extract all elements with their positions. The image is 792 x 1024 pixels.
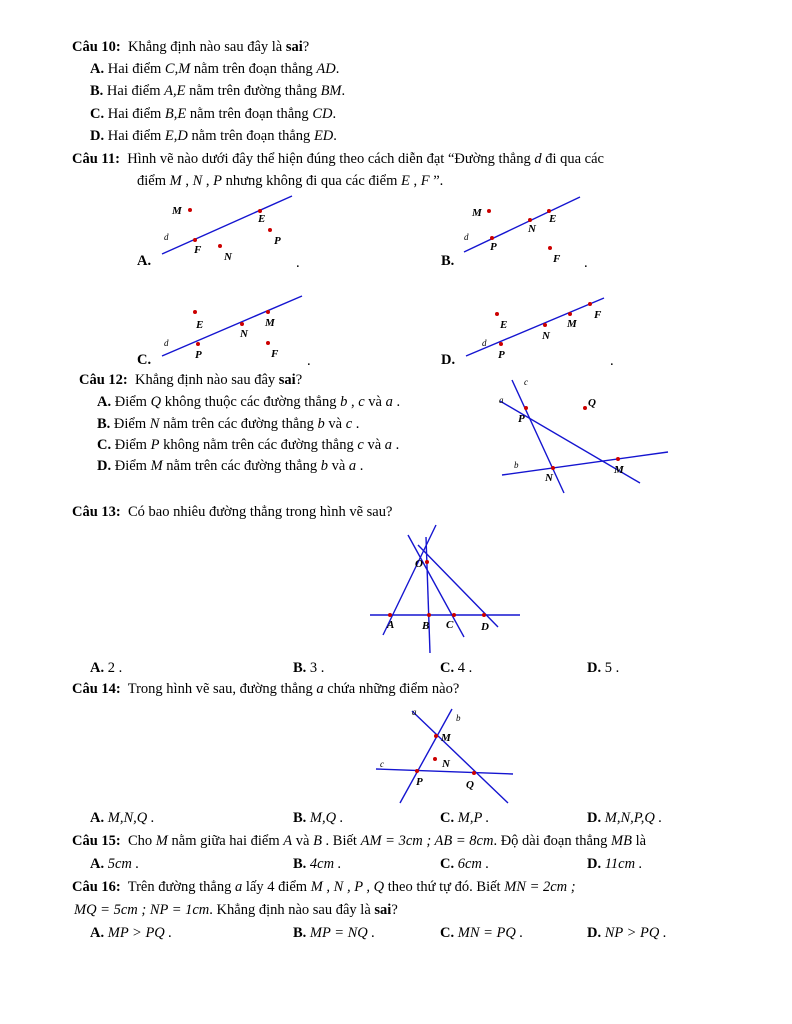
- label-b: B: [422, 620, 430, 632]
- q15-stem: Câu 15: Cho M nằm giữa hai điểm A và B . Biết AM = 3cm ; AB = 8cm. Độ dài đoạn thẳng MB là: [72, 833, 647, 849]
- point-p: [415, 769, 419, 773]
- q10-option-c[interactable]: C. Hai điểm B,E nằm trên đoạn thẳng CD.: [90, 106, 337, 122]
- point-p: [490, 236, 494, 240]
- q11-stem-line2: điểm M , N , P nhưng không đi qua các điểm E , F ”.: [137, 173, 444, 189]
- point-n: [551, 466, 555, 470]
- label-d: d: [482, 338, 487, 348]
- point-m: [434, 734, 438, 738]
- q11-stem-line1: Câu 11: Hình vẽ nào dưới đây thể hiện đúng theo cách diễn đạt “Đường thẳng d đi qua các: [72, 151, 604, 167]
- label-m: M: [441, 732, 451, 744]
- q10-option-d[interactable]: D. Hai điểm E,D nằm trên đoạn thẳng ED.: [90, 128, 337, 144]
- q12-figure: [490, 375, 680, 500]
- q14-stem: Câu 14: Trong hình vẽ sau, đường thẳng a chứa những điểm nào?: [72, 681, 460, 697]
- point-f: [193, 238, 197, 242]
- point-e: [193, 310, 197, 314]
- point-p: [499, 342, 503, 346]
- q16-option-a[interactable]: A. MP > PQ .: [90, 925, 173, 941]
- q12-number: Câu 12:: [79, 372, 128, 388]
- line-d: [466, 298, 604, 356]
- q16-stem-line1: Câu 16: Trên đường thẳng a lấy 4 điểm M , N , P , Q theo thứ tự đó. Biết MN = 2cm ;: [72, 879, 576, 895]
- label-p: P: [416, 776, 423, 788]
- line-d: [464, 197, 580, 252]
- q13-option-b[interactable]: B. 3 .: [293, 660, 325, 676]
- label-d: d: [464, 232, 469, 242]
- label-d: D: [481, 621, 489, 633]
- point-e: [495, 312, 499, 316]
- q13-number: Câu 13:: [72, 504, 121, 520]
- point-q: [583, 406, 587, 410]
- q12-stem: Câu 12: Khẳng định nào sau đây sai?: [79, 372, 303, 388]
- label-c: c: [524, 377, 528, 387]
- q16-number: Câu 16:: [72, 879, 121, 895]
- point-f: [548, 246, 552, 250]
- q16-option-d[interactable]: D. NP > PQ .: [587, 925, 667, 941]
- label-e: E: [196, 319, 204, 331]
- label-p: P: [518, 413, 525, 425]
- label-f: F: [194, 244, 202, 256]
- point-c: [452, 613, 456, 617]
- label-m: M: [567, 318, 577, 330]
- label-d: d: [164, 338, 169, 348]
- line-oc: [408, 535, 464, 637]
- label-n: N: [528, 223, 536, 235]
- point-d: [482, 613, 486, 617]
- q15-option-d[interactable]: D. 11cm .: [587, 856, 643, 872]
- point-n: [528, 218, 532, 222]
- q11-fig-dot-a: .: [296, 255, 300, 271]
- q11-number: Câu 11:: [72, 151, 120, 167]
- point-o: [425, 560, 429, 564]
- q14-option-c[interactable]: C. M,P .: [440, 810, 490, 826]
- label-a: a: [412, 707, 417, 717]
- label-d: d: [164, 232, 169, 242]
- point-f: [588, 302, 592, 306]
- q15-option-a[interactable]: A. 5cm .: [90, 856, 140, 872]
- point-p: [524, 406, 528, 410]
- point-n: [543, 323, 547, 327]
- label-n: N: [442, 758, 450, 770]
- point-m: [568, 312, 572, 316]
- q13-option-a[interactable]: A. 2 .: [90, 660, 123, 676]
- point-n: [433, 757, 437, 761]
- label-b: b: [456, 713, 461, 723]
- label-n: N: [224, 251, 232, 263]
- label-a: A: [387, 619, 395, 631]
- label-p: P: [274, 235, 281, 247]
- label-e: E: [549, 213, 557, 225]
- q14-option-a[interactable]: A. M,N,Q .: [90, 810, 155, 826]
- q14-option-b[interactable]: B. M,Q .: [293, 810, 344, 826]
- q12-option-b[interactable]: B. Điểm N nằm trên các đường thẳng b và c .: [97, 416, 360, 432]
- label-f: F: [553, 253, 561, 265]
- label-m: M: [472, 207, 482, 219]
- label-c: c: [380, 759, 384, 769]
- line-c: [512, 380, 564, 493]
- q11-fig-key-d[interactable]: D.: [441, 352, 456, 368]
- q11-fig-dot-b: .: [584, 255, 588, 271]
- label-p: P: [498, 349, 505, 361]
- point-m: [616, 457, 620, 461]
- q13-option-c[interactable]: C. 4 .: [440, 660, 473, 676]
- q11-fig-key-c[interactable]: C.: [137, 352, 152, 368]
- label-o: O: [415, 558, 423, 570]
- point-a: [388, 613, 392, 617]
- label-c: C: [446, 619, 454, 631]
- q13-figure: [360, 525, 530, 655]
- point-p: [268, 228, 272, 232]
- line-b: [502, 452, 668, 475]
- q13-option-d[interactable]: D. 5 .: [587, 660, 620, 676]
- q12-option-d[interactable]: D. Điểm M nằm trên các đường thẳng b và a .: [97, 458, 364, 474]
- line-d: [162, 296, 302, 356]
- point-m: [487, 209, 491, 213]
- q11-fig-dot-c: .: [307, 353, 311, 369]
- label-p: P: [195, 349, 202, 361]
- q16-option-b[interactable]: B. MP = NQ .: [293, 925, 376, 941]
- point-m: [188, 208, 192, 212]
- point-p: [196, 342, 200, 346]
- label-q: Q: [588, 397, 596, 409]
- label-m: M: [614, 464, 624, 476]
- point-m: [266, 310, 270, 314]
- q11-fig-dot-d: .: [610, 353, 614, 369]
- line-b: [400, 709, 452, 803]
- label-e: E: [500, 319, 508, 331]
- point-q: [472, 771, 476, 775]
- q12-option-a[interactable]: A. Điểm Q không thuộc các đường thẳng b , c và a .: [97, 394, 401, 410]
- label-m: M: [265, 317, 275, 329]
- q11-figure-c: [150, 290, 320, 370]
- line-a: [412, 711, 508, 803]
- label-m: M: [172, 205, 182, 217]
- label-n: N: [240, 328, 248, 340]
- label-n: N: [542, 330, 550, 342]
- q11-figure-d: [452, 290, 622, 370]
- q15-option-c[interactable]: C. 6cm .: [440, 856, 490, 872]
- label-n: N: [545, 472, 553, 484]
- label-a: a: [499, 395, 504, 405]
- q10-option-a[interactable]: A. Hai điểm C,M nằm trên đoạn thẳng AD.: [90, 61, 340, 77]
- q14-number: Câu 14:: [72, 681, 121, 697]
- q16-option-c[interactable]: C. MN = PQ .: [440, 925, 524, 941]
- point-f: [266, 341, 270, 345]
- q11-figure-b: [452, 190, 612, 270]
- q11-fig-key-a[interactable]: A.: [137, 253, 152, 269]
- q13-stem: Câu 13: Có bao nhiêu đường thẳng trong hình vẽ sau?: [72, 504, 393, 520]
- q16-stem-line2: MQ = 5cm ; NP = 1cm. Khẳng định nào sau đây là sai?: [74, 902, 398, 918]
- q10-stem: Câu 10: Khẳng định nào sau đây là sai?: [72, 39, 310, 55]
- q11-fig-key-b[interactable]: B.: [441, 253, 455, 269]
- label-e: E: [258, 213, 266, 225]
- q12-option-c[interactable]: C. Điểm P không nằm trên các đường thẳng c và a .: [97, 437, 400, 453]
- label-f: F: [271, 348, 279, 360]
- point-n: [240, 322, 244, 326]
- q15-option-b[interactable]: B. 4cm .: [293, 856, 342, 872]
- label-f: F: [594, 309, 602, 321]
- label-q: Q: [466, 779, 474, 791]
- point-n: [218, 244, 222, 248]
- q14-option-d[interactable]: D. M,N,P,Q .: [587, 810, 663, 826]
- point-b: [427, 613, 431, 617]
- q10-number: Câu 10:: [72, 39, 121, 55]
- label-p: P: [490, 241, 497, 253]
- q10-option-b[interactable]: B. Hai điểm A,E nằm trên đường thẳng BM.: [90, 83, 346, 99]
- q14-figure: [370, 703, 520, 803]
- q11-figure-a: [150, 190, 310, 270]
- label-b: b: [514, 460, 519, 470]
- q15-number: Câu 15:: [72, 833, 121, 849]
